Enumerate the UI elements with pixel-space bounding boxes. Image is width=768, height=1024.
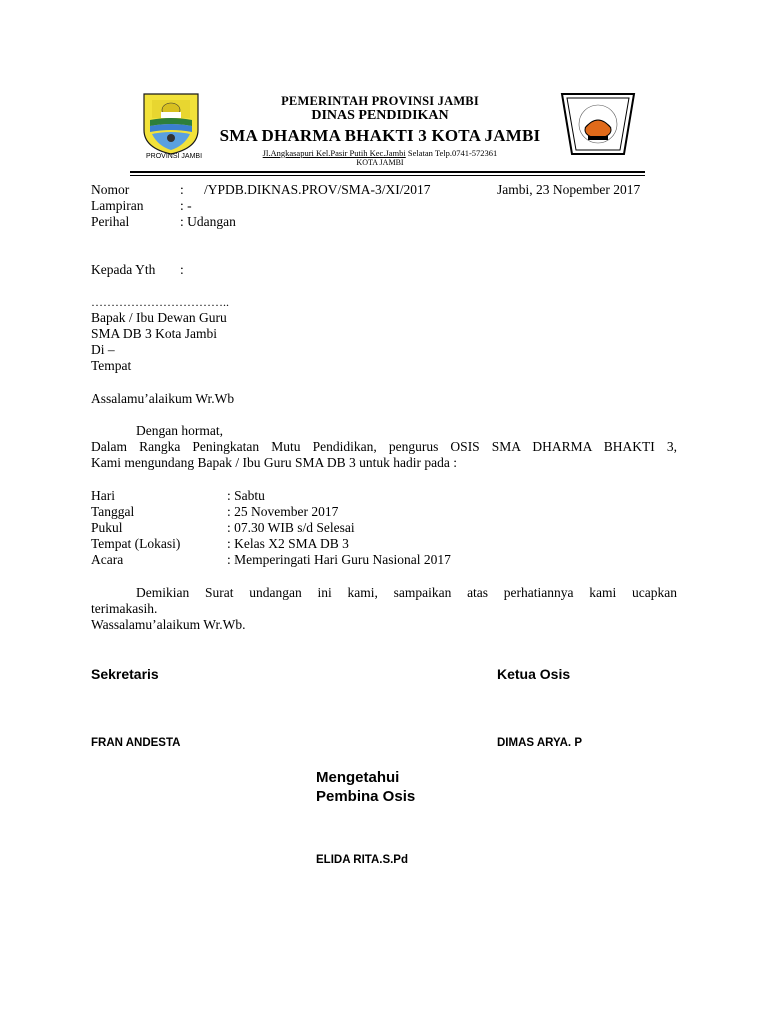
event-label-pukul: Pukul	[91, 520, 123, 535]
event-label-tanggal: Tanggal	[91, 504, 135, 519]
supervisor-name: ELIDA RITA.S.Pd	[316, 854, 408, 866]
event-value-tempat: : Kelas X2 SMA DB 3	[227, 536, 349, 551]
lampiran-value: : -	[180, 198, 192, 213]
school-emblem-icon	[558, 90, 638, 160]
body-paragraph-line-2: Kami mengundang Bapak / Ibu Guru SMA DB 3 untuk hadir pada :	[91, 455, 457, 470]
address-phone: Selatan Telp.0741-572361	[405, 148, 498, 158]
provinsi-label: PROVINSI JAMBI	[146, 153, 203, 160]
letterhead-department: DINAS PENDIDIKAN	[311, 108, 449, 123]
kepada-label: Kepada Yth	[91, 262, 156, 277]
event-label-tempat: Tempat (Lokasi)	[91, 536, 181, 551]
acknowledge-label: Mengetahui	[316, 769, 400, 786]
nomor-label: Nomor	[91, 182, 130, 197]
event-value-pukul: : 07.30 WIB s/d Selesai	[227, 520, 355, 535]
letterhead-address	[190, 148, 570, 158]
letterhead-government: PEMERINTAH PROVINSI JAMBI	[281, 94, 479, 108]
kepada-colon: :	[180, 262, 184, 277]
greeting: Assalamu’alaikum Wr.Wb	[91, 391, 235, 406]
event-value-hari: : Sabtu	[227, 488, 265, 503]
recipient-dots: ……………………………..	[91, 295, 229, 309]
letterhead-school-name: SMA DHARMA BHAKTI 3 KOTA JAMBI	[219, 126, 541, 145]
event-label-acara: Acara	[91, 552, 124, 567]
closing-line-1: Demikian Surat undangan ini kami, sampaikan atas perhatiannya kami ucapkan	[136, 585, 677, 600]
secretary-name: FRAN ANDESTA	[91, 737, 181, 749]
nomor-colon: :	[180, 182, 184, 197]
secretary-title: Sekretaris	[91, 666, 159, 682]
lampiran-label: Lampiran	[91, 198, 144, 213]
chairman-name: DIMAS ARYA. P	[497, 737, 582, 749]
letterhead-rule-thin	[130, 175, 645, 176]
letter-date: Jambi, 23 Nopember 2017	[497, 182, 641, 197]
nomor-value: /YPDB.DIKNAS.PROV/SMA-3/XI/2017	[204, 182, 431, 197]
event-value-tanggal: : 25 November 2017	[227, 504, 339, 519]
chairman-title: Ketua Osis	[497, 666, 571, 682]
event-value-acara: : Memperingati Hari Guru Nasional 2017	[227, 552, 451, 567]
recipient-line-2: SMA DB 3 Kota Jambi	[91, 326, 218, 341]
closing-salutation: Wassalamu’alaikum Wr.Wb.	[91, 617, 246, 632]
closing-line-2: terimakasih.	[91, 601, 158, 616]
perihal-label: Perihal	[91, 214, 130, 229]
recipient-line-1: Bapak / Ibu Dewan Guru	[91, 310, 227, 325]
perihal-value: : Udangan	[180, 214, 236, 229]
letterhead-city: KOTA JAMBI	[356, 158, 404, 167]
letterhead-rule-thick	[130, 171, 645, 173]
recipient-line-4: Tempat	[91, 358, 132, 373]
event-label-hari: Hari	[91, 488, 115, 503]
body-paragraph-line-1: Dalam Rangka Peningkatan Mutu Pendidikan, pengurus OSIS SMA DHARMA BHAKTI 3,	[91, 439, 677, 454]
recipient-line-3: Di –	[91, 342, 115, 357]
supervisor-title: Pembina Osis	[316, 788, 416, 805]
opening: Dengan hormat,	[136, 423, 223, 438]
address-street: Jl.Angkasapuri Kel.Pasir Putih Kec.Jambi	[262, 148, 406, 158]
